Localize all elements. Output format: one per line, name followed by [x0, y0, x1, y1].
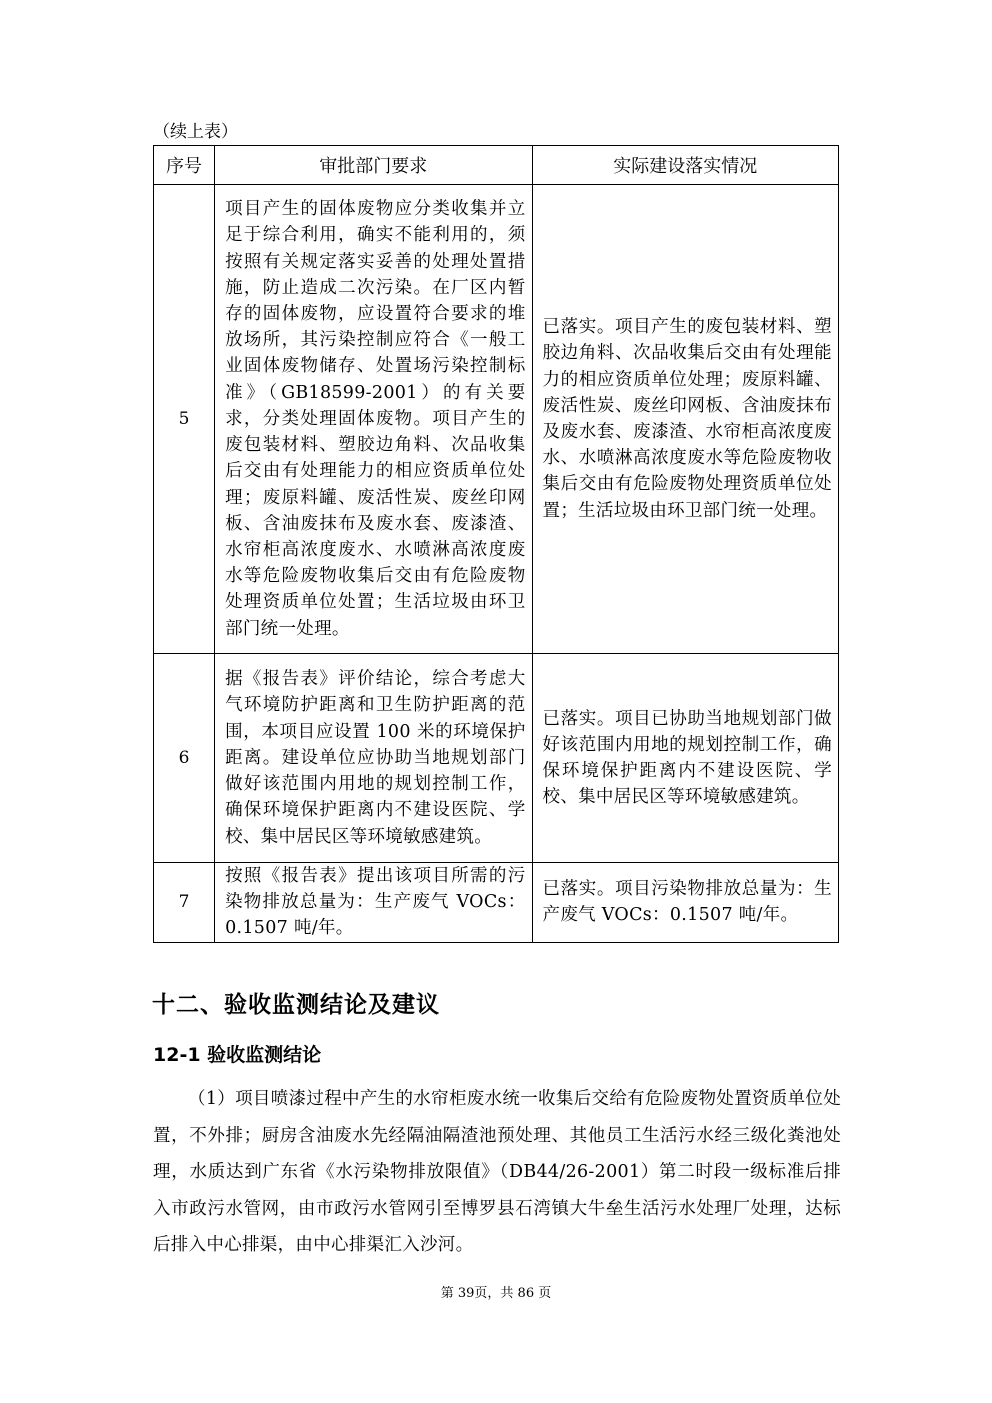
header-approval-requirement: 审批部门要求	[215, 146, 532, 185]
body-paragraph: （1）项目喷漆过程中产生的水帘柜废水统一收集后交给有危险废物处置资质单位处置，不外排；厨房含油废水先经隔油隔渣池预处理、其他员工生活污水经三级化粪池处理，水质达到广东省《水污染物排放限值》（DB44/26-2001）第二时段一级标准后排入市政污水管网，由市政污水管网引至博罗县石湾镇大牛垒生活污水处理厂处理，达标后排入中心排渠，由中心排渠汇入沙河。	[153, 1089, 841, 1255]
table-row	[154, 185, 839, 654]
table-row	[154, 863, 839, 943]
page-footer: 第 39页，共 86 页	[440, 1286, 552, 1301]
table-row	[154, 654, 839, 863]
header-actual-implementation: 实际建设落实情况	[532, 146, 838, 185]
row-number: 7	[154, 863, 215, 943]
row-requirement: 据《报告表》评价结论，综合考虑大气环境防护距离和卫生防护距离的范围，本项目应设置 100 米的环境保护距离。建设单位应协助当地规划部门做好该范围内用地的规划控制工作，确保环境保护距离内不建设医院、学校、集中居民区等环境敏感建筑。	[215, 654, 532, 863]
row-actual: 已落实。项目污染物排放总量为：生产废气 VOCs：0.1507 吨/年。	[532, 863, 838, 943]
row-number: 5	[154, 185, 215, 654]
subsection-heading: 12-1 验收监测结论	[153, 1044, 322, 1066]
row-actual: 已落实。项目产生的废包装材料、塑胶边角料、次品收集后交由有处理能力的相应资质单位处理；废原料罐、废活性炭、废丝印网板、含油废抹布及废水套、废漆渣、水帘柜高浓度废水、水喷淋高浓度废水等危险废物收集后交由有危险废物处理资质单位处置；生活垃圾由环卫部门统一处理。	[532, 185, 838, 654]
row-actual: 已落实。项目已协助当地规划部门做好该范围内用地的规划控制工作，确保环境保护距离内不建设医院、学校、集中居民区等环境敏感建筑。	[532, 654, 838, 863]
section-heading: 十二、验收监测结论及建议	[152, 992, 440, 1018]
row-requirement: 项目产生的固体废物应分类收集并立足于综合利用，确实不能利用的，须按照有关规定落实妥善的处理处置措施，防止造成二次污染。在厂区内暂存的固体废物，应设置符合要求的堆放场所，其污染控制应符合《一般工业固体废物储存、处置场污染控制标准》（GB18599-2001）的有关要求，分类处理固体废物。项目产生的废包装材料、塑胶边角料、次品收集后交由有处理能力的相应资质单位处理；废原料罐、废活性炭、废丝印网板、含油废抹布及废水套、废漆渣、水帘柜高浓度废水、水喷淋高浓度废水等危险废物收集后交由有危险废物处理资质单位处置；生活垃圾由环卫部门统一处理。	[215, 185, 532, 654]
row-requirement: 按照《报告表》提出该项目所需的污染物排放总量为：生产废气 VOCs：0.1507 吨/年。	[215, 863, 532, 943]
requirements-table	[153, 145, 839, 943]
row-number: 6	[154, 654, 215, 863]
header-serial-number: 序号	[154, 146, 215, 185]
table-caption: （续上表）	[153, 122, 238, 142]
table-header-row	[154, 146, 839, 185]
